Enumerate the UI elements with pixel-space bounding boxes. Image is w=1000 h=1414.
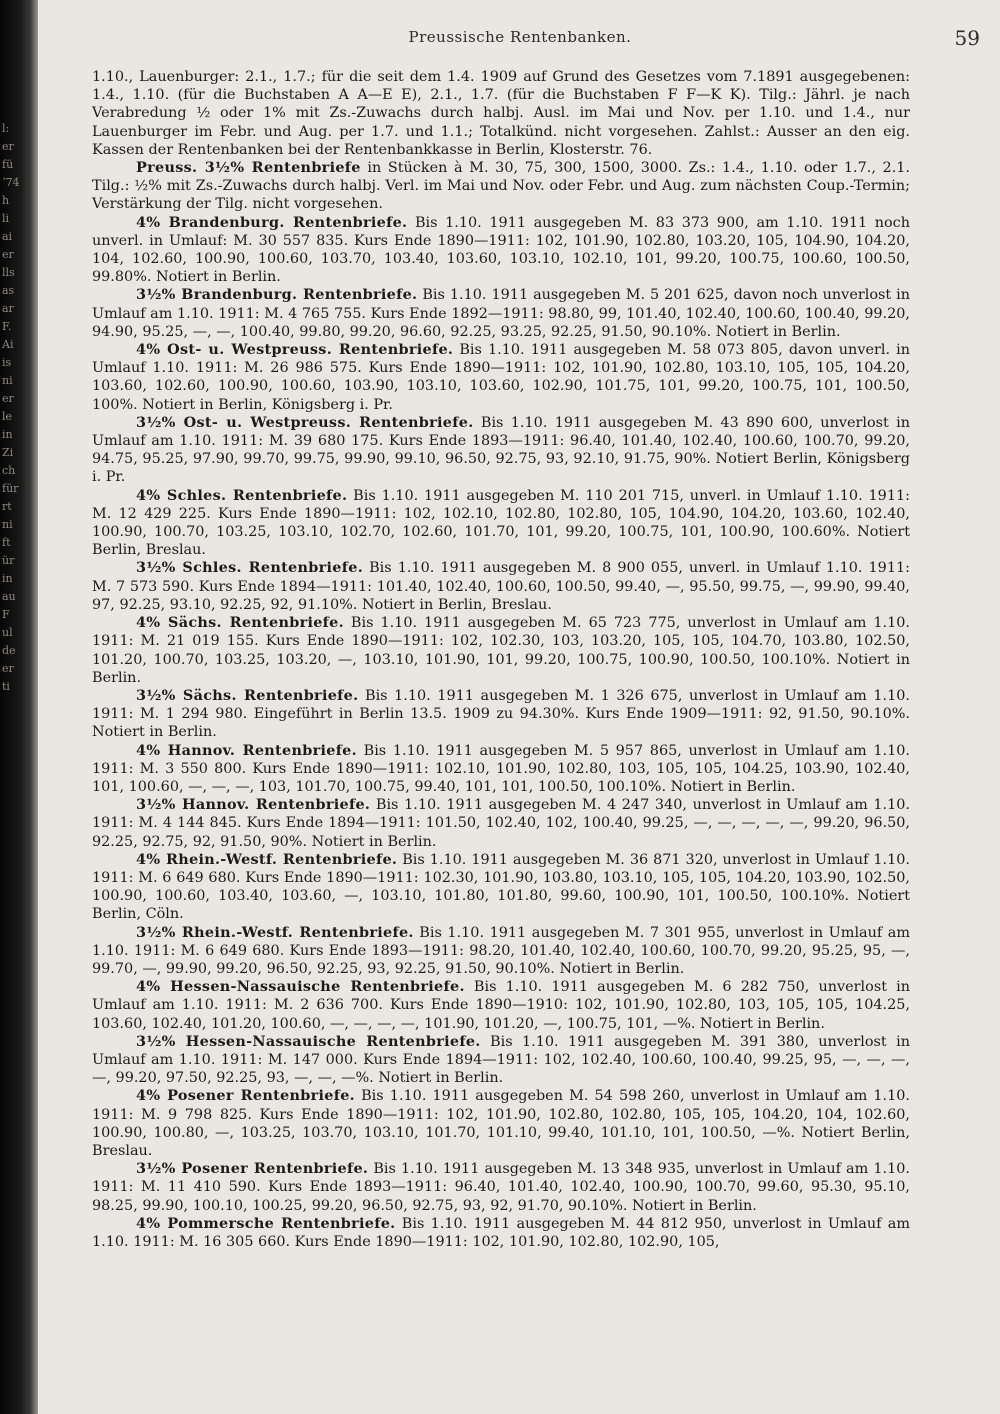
gutter-text-fragments — [2, 120, 24, 696]
paragraph-1 — [92, 159, 910, 214]
entry-text: Bis 1.10. 1911 ausgegeben M. 44 812 950, unverlost in Umlauf am 1.10. 1911: M. 16 305 660. Kurs Ende 1890—1911: 102, 101.90, 102.80, 102.90, 105, — [92, 1215, 911, 1250]
page-body — [92, 68, 910, 1251]
paragraph-16 — [92, 1087, 910, 1160]
entry-text: Bis 1.10. 1911 ausgegeben M. 5 201 625, davon noch unverlost in Umlauf am 1.10. 1911: M. 4 765 755. Kurs Ende 1892—1911: 98.80, 99, 101.40, 102.40, 100.60, 100.40, 99.20, 94.90, 95.25, —, —, 100.40, 99.80, 99.20, 96.60, 92.25, 93.25, 92.25, 91.50, 90.10%. Notiert in Berlin. — [92, 287, 910, 340]
page-number: 59 — [954, 26, 980, 50]
paragraph-4 — [92, 341, 910, 414]
paragraph-3 — [92, 286, 910, 341]
gutter-fragment: er — [2, 248, 14, 261]
entry-heading: 3½% Ost- u. Westpreuss. Rentenbriefe. — [136, 413, 474, 431]
entry-heading: 3½% Sächs. Rentenbriefe. — [136, 686, 359, 704]
paragraph-0 — [92, 68, 910, 159]
gutter-fragment: in — [2, 572, 13, 585]
gutter-fragment: as — [2, 284, 15, 297]
gutter-fragment: au — [2, 590, 16, 603]
gutter-fragment: ul — [2, 626, 13, 639]
paragraph-14 — [92, 978, 910, 1033]
entry-text: Bis 1.10. 1911 ausgegeben M. 43 890 600, unverlost in Umlauf am 1.10. 1911: M. 39 680 175. Kurs Ende 1893—1911: 96.40, 101.40, 102.40, 100.60, 100.70, 99.20, 94.75, 95.25, 97.90, 99.70, 99.75, 99.90, 99.10, 96.50, 92.75, 93, 92.10, 91.75, 90%. Notiert Berlin, Königsberg i. Pr. — [92, 414, 911, 486]
paragraph-9 — [92, 687, 910, 742]
entry-heading: 3½% Hannov. Rentenbriefe. — [136, 796, 371, 814]
gutter-fragment: F. — [2, 320, 12, 333]
paragraph-5 — [92, 414, 910, 487]
paragraph-13 — [92, 924, 910, 979]
gutter-fragment: ai — [2, 230, 13, 243]
entry-text: Bis 1.10. 1911 ausgegeben M. 13 348 935, unverlost in Umlauf am 1.10. 1911: M. 11 410 590. Kurs Ende 1893—1911: 96.40, 101.40, 102.40, 100.90, 100.70, 99.60, 95.30, 95.10, 98.25, 99.90, 100.10, 100.25, 99.20, 96.50, 92.75, 93, 92, 91.70, 90.10%. Notiert in Berlin. — [92, 1161, 910, 1214]
gutter-fragment: de — [2, 644, 16, 657]
entry-text: Bis 1.10. 1911 ausgegeben M. 6 282 750, unverlost in Umlauf am 1.10. 1911: M. 2 636 700. Kurs Ende 1890—1910: 102, 101.90, 102.80, 103, 105, 105, 104.25, 103.60, 102.40, 101.20, 100.60, —, —, —, —, 101.90, 101.20, —, 100.75, 101, —%. Notiert in Berlin. — [92, 979, 911, 1032]
gutter-fragment: rt — [2, 500, 12, 513]
entry-heading: 3½% Schles. Rentenbriefe. — [136, 559, 364, 577]
gutter-fragment: für — [2, 482, 19, 495]
gutter-fragment: in — [2, 428, 13, 441]
gutter-fragment: l: — [2, 122, 10, 135]
entry-text: 1.10., Lauenburger: 2.1., 1.7.; für die seit dem 1.4. 1909 auf Grund des Gesetzes vom 7.1891 ausgegebenen: 1.4., 1.10. (für die Buchstaben A A—E E), 2.1., 1.7. (für die Buchstaben F F—K K). Tilg.: Jährl. je nach Verabredung ½ oder 1% mit Zs.-Zuwachs durch halbj. Ausl. im Mai und Nov. per 1.10. und 1.4., nur Lauenburger im Febr. und Aug. per 1.7. und 1.1.; Totalkünd. nicht vorgesehen. Zahlst.: Ausser an den eig. Kassen der Rentenbanken bei der Rentenbankkasse in Berlin, Klosterstr. 76. — [92, 69, 910, 158]
paragraph-18 — [92, 1215, 910, 1251]
entry-heading: Preuss. 3½% Rentenbriefe — [136, 159, 361, 177]
entry-heading: 4% Rhein.-Westf. Rentenbriefe. — [136, 850, 398, 868]
gutter-fragment: er — [2, 140, 14, 153]
paragraph-11 — [92, 796, 910, 851]
gutter-fragment: ür — [2, 554, 15, 567]
running-head: Preussische Rentenbanken. — [408, 28, 632, 46]
entry-text: Bis 1.10. 1911 ausgegeben M. 110 201 715, unverl. in Umlauf 1.10. 1911: M. 12 429 225. Kurs Ende 1890—1911: 102, 102.10, 102.80, 102.80, 105, 104.90, 104.20, 103.60, 102.40, 100.90, 100.70, 103.25, 103.10, 102.70, 102.60, 101.70, 101, 99.20, 100.75, 101, 100.90, 100.60%. Notiert Berlin, Breslau. — [92, 487, 910, 559]
entry-text: in Stücken à M. 30, 75, 300, 1500, 3000. Zs.: 1.4., 1.10. oder 1.7., 2.1. Tilg.: ½% mit Zs.-Zuwachs durch halbj. Verl. im Mai und Nov. oder Febr. und Aug. zum nächsten Coup.-Termin; Verstärkung der Tilg. nicht vorgesehen. — [92, 160, 911, 213]
page-header — [60, 28, 980, 58]
entry-text: Bis 1.10. 1911 ausgegeben M. 4 247 340, unverlost in Umlauf am 1.10. 1911: M. 4 144 845. Kurs Ende 1894—1911: 101.50, 102.40, 102, 100.40, 99.25, —, —, —, —, —, 99.20, 96.50, 92.25, 92.75, 92, 91.50, 90%. Notiert in Berlin. — [92, 797, 910, 850]
paragraph-17 — [92, 1160, 910, 1215]
paragraph-8 — [92, 614, 910, 687]
paragraph-15 — [92, 1033, 910, 1088]
gutter-fragment: Zi — [2, 446, 14, 459]
gutter-fragment: ni — [2, 374, 13, 387]
entry-heading: 3½% Brandenburg. Rentenbriefe. — [136, 286, 418, 304]
gutter-fragment: er — [2, 662, 14, 675]
entry-heading: 4% Schles. Rentenbriefe. — [136, 486, 348, 504]
gutter-fragment: lls — [2, 266, 15, 279]
entry-text: Bis 1.10. 1911 ausgegeben M. 5 957 865, unverlost in Umlauf am 1.10. 1911: M. 3 550 800. Kurs Ende 1890—1911: 102.10, 101.90, 102.80, 103, 105, 105, 104.25, 103.90, 102.40, 101, 100.60, —, —, —, 103, 101.70, 100.75, 99.40, 101, 101, 100.50, 100.10%. Notiert in Berlin. — [92, 742, 910, 795]
paragraph-10 — [92, 742, 910, 797]
entry-heading: 3½% Rhein.-Westf. Rentenbriefe. — [136, 923, 414, 941]
entry-heading: 4% Pommersche Rentenbriefe. — [136, 1214, 396, 1232]
paragraph-2 — [92, 214, 910, 287]
paragraph-7 — [92, 559, 910, 614]
entry-heading: 4% Hessen-Nassauische Rentenbriefe. — [136, 978, 465, 996]
gutter-fragment: is — [2, 356, 12, 369]
paragraph-12 — [92, 851, 910, 924]
entry-heading: 4% Hannov. Rentenbriefe. — [136, 741, 357, 759]
entry-heading: 4% Sächs. Rentenbriefe. — [136, 614, 344, 632]
entry-text: Bis 1.10. 1911 ausgegeben M. 7 301 955, unverlost in Umlauf am 1.10. 1911: M. 6 649 680. Kurs Ende 1893—1911: 98.20, 101.40, 102.40, 100.60, 100.70, 99.20, 95.25, 95, —, 99.70, —, 99.90, 99.20, 96.50, 92.25, 93, 92.25, 91.50, 90.10%. Notiert in Berlin. — [92, 924, 911, 977]
gutter-fragment: fü — [2, 158, 14, 171]
gutter-fragment: F — [2, 608, 10, 621]
gutter-fragment: Ai — [2, 338, 14, 351]
gutter-fragment: le — [2, 410, 13, 423]
gutter-fragment: er — [2, 392, 14, 405]
entry-text: Bis 1.10. 1911 ausgegeben M. 8 900 055, unverl. in Umlauf 1.10. 1911: M. 7 573 590. Kurs Ende 1894—1911: 101.40, 102.40, 100.60, 100.50, 99.40, —, 95.50, 99.75, —, 99.90, 99.40, 97, 92.25, 93.10, 92.25, 92, 91.10%. Notiert in Berlin, Breslau. — [92, 560, 910, 613]
gutter-fragment: h — [2, 194, 10, 207]
gutter-fragment: ti — [2, 680, 10, 693]
gutter-fragment: ch — [2, 464, 16, 477]
book-binding-edge — [0, 0, 38, 1414]
entry-text: Bis 1.10. 1911 ausgegeben M. 1 326 675, unverlost in Umlauf am 1.10. 1911: M. 1 294 980. Eingeführt in Berlin 13.5. 1909 zu 94.30%. Kurs Ende 1909—1911: 92, 91.50, 90.10%. Notiert in Berlin. — [92, 687, 911, 741]
gutter-fragment: ar — [2, 302, 14, 315]
entry-text: Bis 1.10. 1911 ausgegeben M. 36 871 320, unverlost in Umlauf 1.10. 1911: M. 6 649 680. Kurs Ende 1890—1911: 102.30, 101.90, 103.80, 103.10, 105, 105, 104.20, 103.90, 102.50, 100.90, 100.60, 103.40, 103.60, —, 103.10, 101.80, 101.80, 99.60, 100.90, 101, 100.50, 100.10%. Notiert Berlin, Cöln. — [92, 851, 910, 923]
entry-heading: 4% Brandenburg. Rentenbriefe. — [136, 213, 408, 231]
entry-text: Bis 1.10. 1911 ausgegeben M. 58 073 805, davon unverl. in Umlauf 1.10. 1911: M. 26 986 575. Kurs Ende 1890—1911: 102, 101.90, 102.80, 103.10, 105, 105, 104.20, 103.60, 102.60, 100.90, 100.60, 103.90, 103.10, 103.60, 102.90, 101.75, 101, 99.20, 100.75, 101, 100.50, 100%. Notiert in Berlin, Königsberg i. Pr. — [92, 342, 910, 413]
entry-heading: 4% Ost- u. Westpreuss. Rentenbriefe. — [136, 341, 454, 359]
entry-text: Bis 1.10. 1911 ausgegeben M. 391 380, unverlost in Umlauf am 1.10. 1911: M. 147 000. Kurs Ende 1894—1911: 102, 102.40, 100.60, 100.40, 99.25, 95, —, —, —, —, 99.20, 97.50, 92.25, 93, —, —, —%. Notiert in Berlin. — [92, 1033, 910, 1087]
gutter-fragment: ʼ74 — [2, 176, 20, 189]
entry-text: Bis 1.10. 1911 ausgegeben M. 54 598 260, unverlost in Umlauf am 1.10. 1911: M. 9 798 825. Kurs Ende 1890—1911: 102, 101.90, 102.80, 102.80, 105, 105, 104.20, 104, 102.60, 100.90, 100.80, —, 103.25, 103.70, 103.10, 101.70, 101.10, 99.40, 101.10, 101, 100.50, —%. Notiert Berlin, Breslau. — [92, 1088, 910, 1159]
entry-text: Bis 1.10. 1911 ausgegeben M. 83 373 900, am 1.10. 1911 noch unverl. in Umlauf: M. 30 557 835. Kurs Ende 1890—1911: 102, 101.90, 102.80, 103.20, 105, 104.90, 104.20, 104, 102.60, 100.90, 100.60, 103.70, 103.40, 103.60, 103.10, 102.10, 101, 99.20, 100.75, 100.60, 100.50, 99.80%. Notiert in Berlin. — [92, 214, 911, 286]
gutter-fragment: ni — [2, 518, 13, 531]
paragraph-6 — [92, 487, 910, 560]
entry-heading: 3½% Posener Rentenbriefe. — [136, 1160, 369, 1178]
gutter-fragment: li — [2, 212, 10, 225]
gutter-fragment: ft — [2, 536, 11, 549]
entry-heading: 4% Posener Rentenbriefe. — [136, 1087, 355, 1105]
entry-text: Bis 1.10. 1911 ausgegeben M. 65 723 775, unverlost in Umlauf am 1.10. 1911: M. 21 019 155. Kurs Ende 1890—1911: 102, 102.30, 103, 103.20, 105, 105, 104.70, 103.80, 102.50, 101.20, 100.70, 103.25, 103.20, —, 103.10, 101.90, 101, 99.20, 100.75, 100.90, 100.50, 100.10%. Notiert in Berlin. — [92, 615, 910, 686]
entry-heading: 3½% Hessen-Nassauische Rentenbriefe. — [136, 1032, 481, 1050]
